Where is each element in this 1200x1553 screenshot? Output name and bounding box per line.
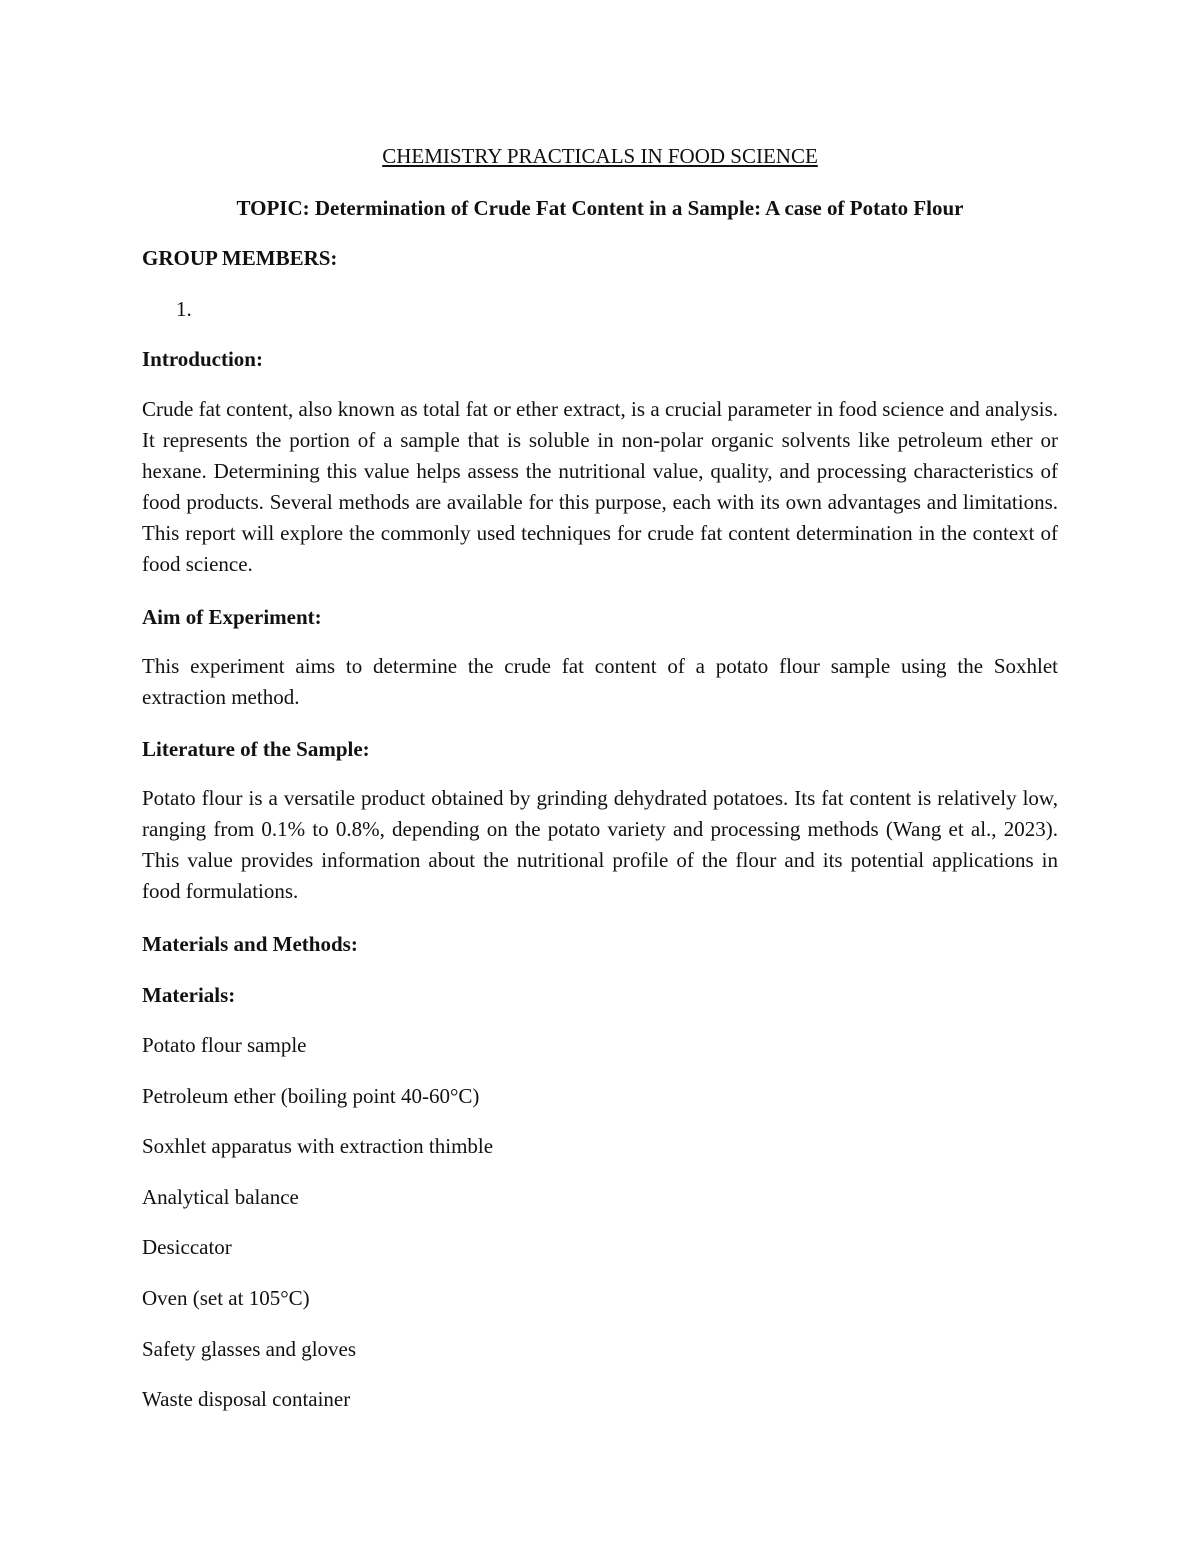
aim-paragraph: This experiment aims to determine the crude fat content of a potato flour sample using the Soxhlet extraction method. [142, 654, 1058, 709]
document-topic: TOPIC: Determination of Crude Fat Content in a Sample: A case of Potato Flour [236, 196, 964, 220]
aim-heading: Aim of Experiment: [142, 605, 322, 629]
material-item: Analytical balance [142, 1185, 299, 1209]
material-item: Petroleum ether (boiling point 40-60°C) [142, 1084, 480, 1108]
material-item: Waste disposal container [142, 1387, 351, 1411]
material-item: Oven (set at 105°C) [142, 1286, 310, 1310]
group-members-heading: GROUP MEMBERS: [142, 246, 338, 270]
material-item: Safety glasses and gloves [142, 1337, 357, 1361]
literature-heading: Literature of the Sample: [142, 737, 370, 761]
literature-paragraph: Potato flour is a versatile product obtained by grinding dehydrated potatoes. Its fat content is relatively low, ranging from 0.1% to 0.8%, depending on the potato variety and processing methods (Wang et al., 2023). This value provides information about the nutritional profile of the flour and its potential applications in food formulations. [142, 786, 1058, 903]
introduction-heading: Introduction: [142, 347, 263, 371]
document-title: CHEMISTRY PRACTICALS IN FOOD SCIENCE [382, 144, 818, 168]
material-item: Soxhlet apparatus with extraction thimble [142, 1134, 494, 1158]
introduction-paragraph: Crude fat content, also known as total fat or ether extract, is a crucial parameter in food science and analysis. It represents the portion of a sample that is soluble in non-polar organic solvents like petroleum ether or hexane. Determining this value helps assess the nutritional value, quality, and processing characteristics of food products. Several methods are available for this purpose, each with its own advantages and limitations. This report will explore the commonly used techniques for crude fat content determination in the context of food science. [142, 397, 1058, 576]
material-item: Potato flour sample [142, 1033, 307, 1057]
group-member-item: 1. [176, 297, 192, 321]
materials-methods-heading: Materials and Methods: [142, 932, 358, 956]
material-item: Desiccator [142, 1235, 232, 1259]
materials-heading: Materials: [142, 983, 236, 1007]
